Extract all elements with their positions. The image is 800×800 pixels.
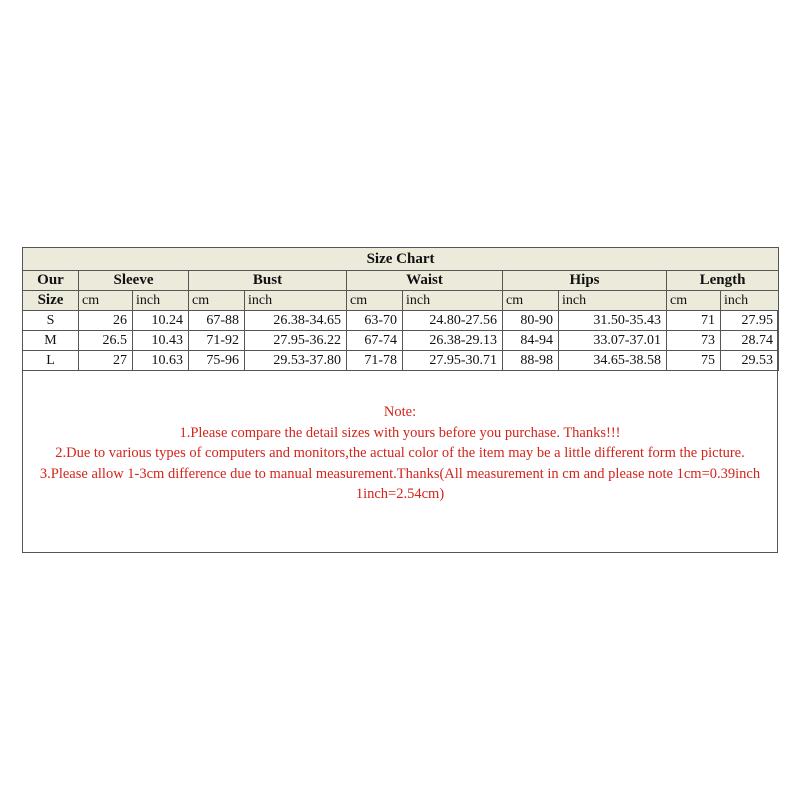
sleeve-cm-cell: 26.5 — [79, 331, 133, 351]
unit-cm: cm — [667, 291, 721, 311]
group-header-hips: Hips — [503, 271, 667, 291]
waist-cm-cell: 67-74 — [347, 331, 403, 351]
unit-cm: cm — [347, 291, 403, 311]
title-row — [23, 248, 779, 271]
length-inch-cell: 27.95 — [721, 311, 779, 331]
bust-inch-cell: 29.53-37.80 — [245, 351, 347, 371]
size-cell: M — [23, 331, 79, 351]
size-cell: S — [23, 311, 79, 331]
waist-inch-cell: 26.38-29.13 — [403, 331, 503, 351]
note-line-2: 2.Due to various types of computers and monitors,the actual color of the item may be a little different form the picture. — [55, 445, 745, 461]
hips-cm-cell: 84-94 — [503, 331, 559, 351]
size-header-line1: Our — [23, 271, 79, 291]
group-header-bust: Bust — [189, 271, 347, 291]
sleeve-inch-cell: 10.63 — [133, 351, 189, 371]
bust-cm-cell: 75-96 — [189, 351, 245, 371]
bust-cm-cell: 71-92 — [189, 331, 245, 351]
bust-inch-cell: 26.38-34.65 — [245, 311, 347, 331]
unit-inch: inch — [245, 291, 347, 311]
table-row — [23, 311, 779, 331]
group-header-length: Length — [667, 271, 779, 291]
length-cm-cell: 75 — [667, 351, 721, 371]
table-title: Size Chart — [23, 248, 779, 271]
unit-cm: cm — [503, 291, 559, 311]
length-cm-cell: 73 — [667, 331, 721, 351]
sleeve-cm-cell: 27 — [79, 351, 133, 371]
unit-header-row — [23, 291, 779, 311]
hips-inch-cell: 34.65-38.58 — [559, 351, 667, 371]
size-header-line2: Size — [23, 291, 79, 311]
sleeve-inch-cell: 10.43 — [133, 331, 189, 351]
waist-cm-cell: 71-78 — [347, 351, 403, 371]
hips-cm-cell: 88-98 — [503, 351, 559, 371]
note-line-3: 3.Please allow 1-3cm difference due to manual measurement.Thanks(All measurement in cm and please note 1cm=0.39inch 1inch=2.54cm) — [39, 465, 761, 502]
unit-inch: inch — [721, 291, 779, 311]
notes-section — [23, 402, 777, 505]
waist-inch-cell: 24.80-27.56 — [403, 311, 503, 331]
table-row — [23, 351, 779, 371]
unit-inch: inch — [559, 291, 667, 311]
waist-inch-cell: 27.95-30.71 — [403, 351, 503, 371]
length-inch-cell: 28.74 — [721, 331, 779, 351]
size-chart-sheet — [22, 247, 778, 553]
note-line-1: 1.Please compare the detail sizes with yours before you purchase. Thanks!!! — [179, 424, 621, 441]
hips-inch-cell: 31.50-35.43 — [559, 311, 667, 331]
sleeve-cm-cell: 26 — [79, 311, 133, 331]
group-header-sleeve: Sleeve — [79, 271, 189, 291]
group-header-row — [23, 271, 779, 291]
size-cell: L — [23, 351, 79, 371]
note-heading: Note: — [383, 404, 417, 420]
hips-inch-cell: 33.07-37.01 — [559, 331, 667, 351]
length-inch-cell: 29.53 — [721, 351, 779, 371]
unit-inch: inch — [403, 291, 503, 311]
size-chart-table — [22, 247, 779, 371]
hips-cm-cell: 80-90 — [503, 311, 559, 331]
unit-cm: cm — [79, 291, 133, 311]
length-cm-cell: 71 — [667, 311, 721, 331]
bust-inch-cell: 27.95-36.22 — [245, 331, 347, 351]
table-row — [23, 331, 779, 351]
bust-cm-cell: 67-88 — [189, 311, 245, 331]
sleeve-inch-cell: 10.24 — [133, 311, 189, 331]
waist-cm-cell: 63-70 — [347, 311, 403, 331]
unit-inch: inch — [133, 291, 189, 311]
group-header-waist: Waist — [347, 271, 503, 291]
unit-cm: cm — [189, 291, 245, 311]
